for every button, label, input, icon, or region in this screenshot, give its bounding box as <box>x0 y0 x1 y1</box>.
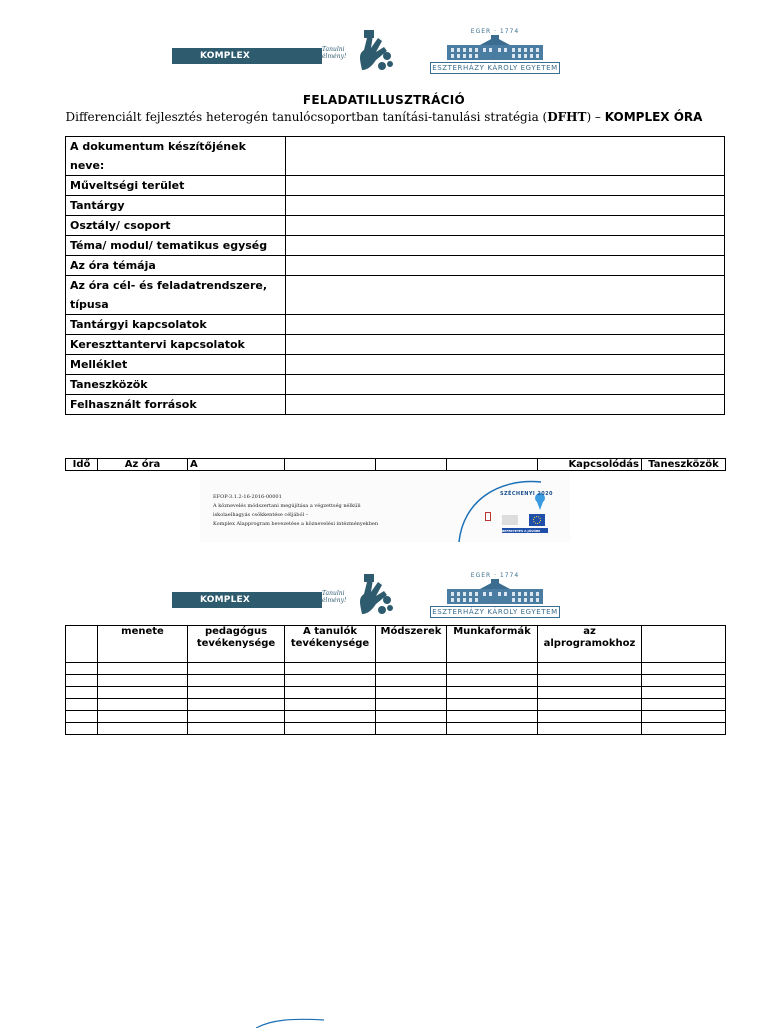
table-cell[interactable] <box>376 711 447 723</box>
plan-header-a: A <box>188 459 285 471</box>
komplex-logo-text: KOMPLEX ALAPPROGRAM <box>200 595 280 621</box>
info-row <box>66 137 725 176</box>
subtitle-komplex: KOMPLEX ÓRA <box>604 110 703 124</box>
table-cell[interactable] <box>642 687 726 699</box>
table-cell[interactable] <box>285 663 376 675</box>
table-cell[interactable] <box>66 675 98 687</box>
subtitle-part1: Differenciált fejlesztés heterogén tanulócsoportban tanítási-tanulási stratégia ( <box>65 110 548 124</box>
table-cell[interactable] <box>642 663 726 675</box>
table-cell[interactable] <box>538 675 642 687</box>
plan-header-kapcsolodas: Kapcsolódás <box>538 459 642 471</box>
subtitle-abbr: DFHT <box>547 110 587 124</box>
plan-header-munkaformak: Munkaformák <box>447 626 538 663</box>
info-value-cell[interactable] <box>286 315 725 335</box>
hand-logo-icon <box>354 30 394 72</box>
plan-header-empty <box>285 459 376 471</box>
info-value-cell[interactable] <box>286 137 725 176</box>
table-cell[interactable] <box>642 675 726 687</box>
info-label: Melléklet <box>66 355 286 375</box>
ekke-logo-top: EGER · 1774 <box>470 572 520 579</box>
plan-header-menete: menete <box>98 626 188 663</box>
table-cell[interactable] <box>98 699 188 711</box>
table-cell[interactable] <box>642 711 726 723</box>
table-cell[interactable] <box>447 663 538 675</box>
table-cell[interactable] <box>285 699 376 711</box>
komplex-alapprogram-logo <box>172 30 392 77</box>
info-label: Tantárgy <box>66 196 286 216</box>
table-cell[interactable] <box>642 699 726 711</box>
table-row <box>66 687 726 699</box>
info-row <box>66 315 725 335</box>
table-cell[interactable] <box>538 723 642 735</box>
plan-header-alprogramokhoz: az alprogramokhoz <box>538 626 642 663</box>
table-cell[interactable] <box>66 699 98 711</box>
szechenyi-logo-partial-icon <box>256 1018 326 1028</box>
table-cell[interactable] <box>376 723 447 735</box>
table-cell[interactable] <box>98 663 188 675</box>
table-cell[interactable] <box>66 711 98 723</box>
table-cell[interactable] <box>447 675 538 687</box>
table-cell[interactable] <box>447 699 538 711</box>
info-row <box>66 256 725 276</box>
plan-header-az-ora: Az óra <box>98 459 188 471</box>
plan-header-pedagogus: pedagógus tevékenysége <box>188 626 285 663</box>
table-cell[interactable] <box>285 711 376 723</box>
footer-line: Komplex Alapprogram bevezetése a köznevelési intézményekben <box>213 521 379 527</box>
info-row <box>66 355 725 375</box>
table-cell[interactable] <box>376 663 447 675</box>
info-row <box>66 236 725 256</box>
subtitle-part2: ) – <box>586 110 605 124</box>
info-value-cell[interactable] <box>286 276 725 315</box>
info-label: Az óra témája <box>66 256 286 276</box>
komplex-logo-text: KOMPLEX ALAPPROGRAM <box>200 51 280 77</box>
komplex-logo-tagline: Tanulni élmény! <box>322 590 347 604</box>
szechenyi-label: SZÉCHENYI 2020 <box>500 491 553 497</box>
info-row <box>66 395 725 415</box>
komplex-alapprogram-logo <box>172 574 392 621</box>
document-info-table <box>65 136 725 415</box>
komplex-logo-bar <box>172 48 322 77</box>
table-row <box>66 723 726 735</box>
table-cell[interactable] <box>376 699 447 711</box>
table-cell[interactable] <box>285 675 376 687</box>
table-cell[interactable] <box>98 687 188 699</box>
footer-line: A köznevelés módszertani megújítása a végzettség nélküli <box>213 503 361 509</box>
info-value-cell[interactable] <box>286 355 725 375</box>
info-label: Osztály/ csoport <box>66 216 286 236</box>
table-cell[interactable] <box>376 687 447 699</box>
table-cell[interactable] <box>447 687 538 699</box>
info-row <box>66 216 725 236</box>
footer-line: EFOP-3.1.2-16-2016-00001 <box>213 494 282 500</box>
table-cell[interactable] <box>98 675 188 687</box>
table-row <box>66 699 726 711</box>
lesson-plan-table <box>65 625 726 735</box>
ekke-logo <box>430 572 560 616</box>
plan-header-modszerek: Módszerek <box>376 626 447 663</box>
building-icon <box>445 579 545 605</box>
info-value-cell[interactable] <box>286 335 725 355</box>
plan-header-cell <box>66 626 98 663</box>
info-label: Műveltségi terület <box>66 176 286 196</box>
plan-header-row <box>66 626 726 663</box>
info-value-cell[interactable] <box>286 176 725 196</box>
table-cell[interactable] <box>538 711 642 723</box>
table-cell[interactable] <box>98 723 188 735</box>
table-cell[interactable] <box>66 723 98 735</box>
hand-logo-icon <box>354 574 394 616</box>
ekke-logo <box>430 28 560 72</box>
info-label: Tantárgyi kapcsolatok <box>66 315 286 335</box>
plan-header-ido: Idő <box>66 459 98 471</box>
info-row <box>66 375 725 395</box>
info-value-cell[interactable] <box>286 256 725 276</box>
plan-header-row <box>66 459 726 471</box>
plan-header-cell <box>642 626 726 663</box>
table-cell[interactable] <box>188 675 285 687</box>
table-cell[interactable] <box>285 723 376 735</box>
table-cell[interactable] <box>66 663 98 675</box>
table-row <box>66 711 726 723</box>
table-cell[interactable] <box>188 699 285 711</box>
footer-text <box>213 493 383 529</box>
info-label: Felhasznált források <box>66 395 286 415</box>
table-cell[interactable] <box>538 687 642 699</box>
document-title: FELADATILLUSZTRÁCIÓ <box>302 93 466 107</box>
plan-header-taneszkozok: Taneszközök <box>642 459 726 471</box>
table-row <box>66 663 726 675</box>
info-label: Az óra cél- és feladatrendszere, típusa <box>66 276 286 315</box>
table-cell[interactable] <box>285 687 376 699</box>
footer-line: iskolaelhagyás csökkentése céljából – <box>213 512 309 518</box>
table-cell[interactable] <box>188 687 285 699</box>
info-row <box>66 196 725 216</box>
plan-header-tanulok: A tanulók tevékenysége <box>285 626 376 663</box>
eu-label: BEFEKTETÉS A JÖVŐBE <box>502 529 541 533</box>
building-icon <box>445 35 545 61</box>
plan-header-empty <box>447 459 538 471</box>
table-cell[interactable] <box>538 663 642 675</box>
info-row <box>66 176 725 196</box>
table-cell[interactable] <box>642 723 726 735</box>
plan-header-empty <box>376 459 447 471</box>
table-cell[interactable] <box>447 723 538 735</box>
lesson-plan-table-header-p1 <box>65 458 726 471</box>
table-cell[interactable] <box>447 711 538 723</box>
komplex-logo-bar <box>172 592 322 621</box>
info-value-cell[interactable] <box>286 216 725 236</box>
komplex-logo-tagline: Tanulni élmény! <box>322 46 347 60</box>
table-cell[interactable] <box>66 687 98 699</box>
ekke-logo-name: ESZTERHÁZY KÁROLY EGYETEM <box>430 606 560 618</box>
table-cell[interactable] <box>188 723 285 735</box>
info-value-cell[interactable] <box>286 196 725 216</box>
info-value-cell[interactable] <box>286 375 725 395</box>
table-row <box>66 675 726 687</box>
table-cell[interactable] <box>376 675 447 687</box>
page-footer <box>200 472 570 542</box>
info-label: A dokumentum készítőjének neve: <box>66 137 286 176</box>
table-cell[interactable] <box>538 699 642 711</box>
table-cell[interactable] <box>98 711 188 723</box>
info-value-cell[interactable] <box>286 395 725 415</box>
document-subtitle <box>0 110 768 124</box>
ekke-logo-name: ESZTERHÁZY KÁROLY EGYETEM <box>430 62 560 74</box>
info-value-cell[interactable] <box>286 236 725 256</box>
info-label: Kereszttantervi kapcsolatok <box>66 335 286 355</box>
info-row <box>66 335 725 355</box>
table-cell[interactable] <box>188 663 285 675</box>
table-cell[interactable] <box>188 711 285 723</box>
info-row <box>66 276 725 315</box>
ekke-logo-top: EGER · 1774 <box>470 28 520 35</box>
info-label: Taneszközök <box>66 375 286 395</box>
info-label: Téma/ modul/ tematikus egység <box>66 236 286 256</box>
